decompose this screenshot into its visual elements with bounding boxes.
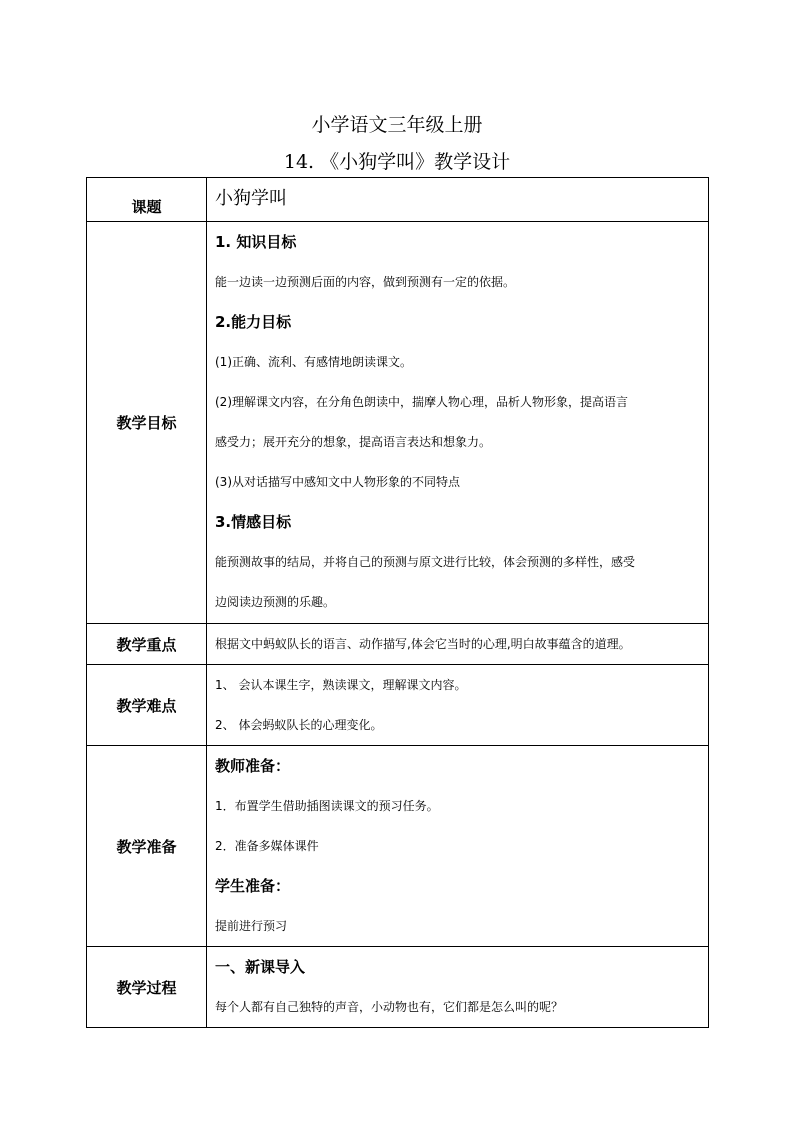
teacher-prep-heading: 教师准备： (215, 757, 291, 775)
difficulty-cell (207, 665, 709, 746)
emotion-goal-text-b: 边阅读边预测的乐趣。 (215, 595, 336, 609)
preparation-cell (207, 746, 709, 947)
key-points-cell (207, 624, 709, 665)
topic-cell (207, 178, 709, 222)
document-title: 小学语文三年级上册 (311, 114, 483, 136)
process-heading: 一、新课导入 (215, 958, 306, 976)
teacher-prep-2: 2．准备多媒体课件 (215, 839, 319, 853)
lesson-plan-table (86, 177, 709, 1028)
lesson-title: 14. 《小狗学叫》教学设计 (283, 151, 511, 173)
table-row-key-points (87, 624, 709, 665)
row-label-process: 教学过程 (87, 947, 207, 1028)
topic-value: 小狗学叫 (215, 188, 287, 209)
row-label-topic: 课题 (87, 178, 207, 222)
table-row-topic (87, 178, 709, 222)
ability-goal-heading: 2.能力目标 (215, 313, 292, 331)
ability-goal-2a: (2)理解课文内容，在分角色朗读中，揣摩人物心理，品析人物形象，提高语言 (215, 395, 629, 409)
process-text: 每个人都有自己独特的声音，小动物也有，它们都是怎么叫的呢？ (215, 1000, 564, 1014)
student-prep-heading: 学生准备： (215, 877, 291, 895)
table-row-preparation (87, 746, 709, 947)
difficulty-item-1: 1、 会认本课生字，熟读课文，理解课文内容。 (215, 678, 467, 692)
knowledge-goal-heading: 1. 知识目标 (215, 233, 297, 251)
teacher-prep-1: 1．布置学生借助插图读课文的预习任务。 (215, 799, 439, 813)
table-row-process (87, 947, 709, 1028)
process-cell (207, 947, 709, 1028)
key-points-text: 根据文中蚂蚁队长的语言、动作描写,体会它当时的心理,明白故事蕴含的道理。 (215, 637, 631, 651)
ability-goal-3: (3)从对话描写中感知文中人物形象的不同特点 (215, 475, 460, 489)
row-label-key-points: 教学重点 (87, 624, 207, 665)
row-label-difficulty: 教学难点 (87, 665, 207, 746)
emotion-goal-heading: 3.情感目标 (215, 513, 292, 531)
goals-cell (207, 222, 709, 624)
row-label-goals: 教学目标 (87, 222, 207, 624)
knowledge-goal-text: 能一边读一边预测后面的内容，做到预测有一定的依据。 (215, 275, 516, 289)
difficulty-item-2: 2、 体会蚂蚁队长的心理变化。 (215, 718, 383, 732)
row-label-preparation: 教学准备 (87, 746, 207, 947)
ability-goal-1: (1)正确、流利、有感情地朗读课文。 (215, 355, 412, 369)
table-row-goals (87, 222, 709, 624)
ability-goal-2b: 感受力；展开充分的想象，提高语言表达和想象力。 (215, 435, 492, 449)
student-prep-text: 提前进行预习 (215, 919, 288, 933)
table-row-difficulty (87, 665, 709, 746)
emotion-goal-text-a: 能预测故事的结局，并将自己的预测与原文进行比较，体会预测的多样性，感受 (215, 555, 636, 569)
